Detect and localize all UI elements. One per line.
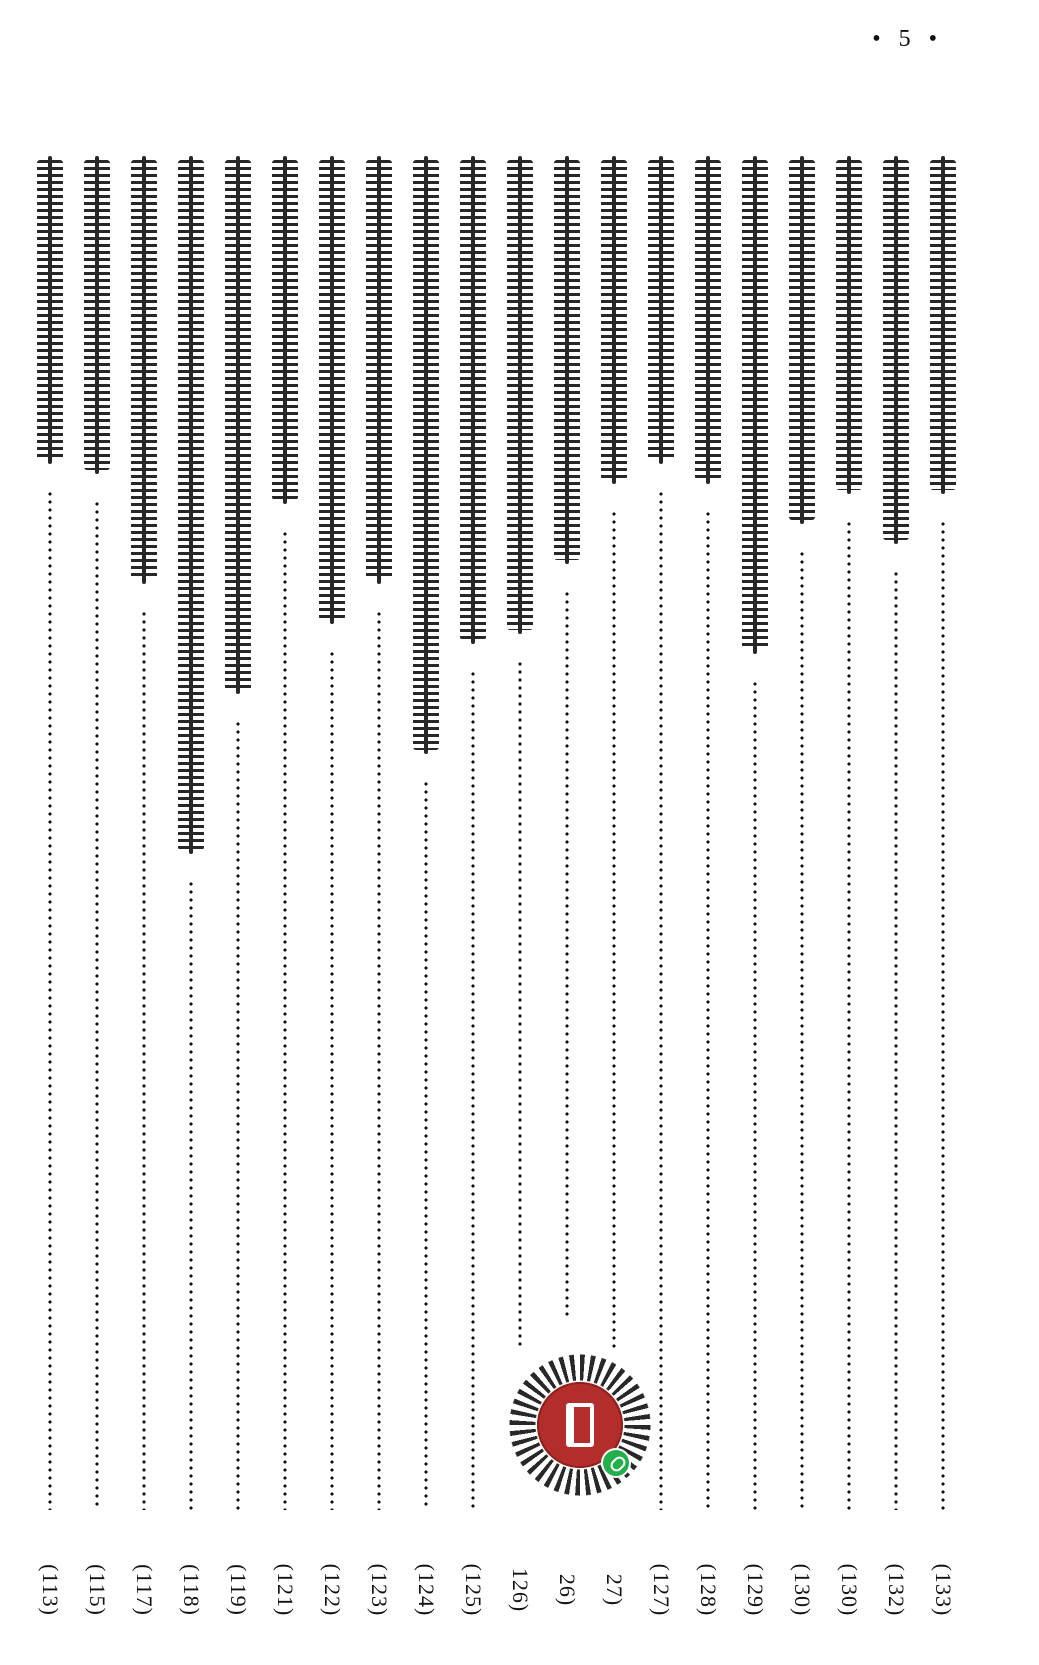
toc-entry	[688, 150, 728, 1650]
entry-page-number	[312, 1530, 352, 1650]
entry-page-number	[876, 1530, 916, 1650]
dot-leader	[471, 670, 475, 1510]
entry-title-script	[178, 160, 204, 850]
entry-title-script	[930, 160, 956, 490]
page-ref: (123)	[367, 1563, 392, 1617]
entry-page-number	[923, 1530, 963, 1650]
toc-entry	[829, 150, 869, 1650]
book-icon	[566, 1403, 594, 1447]
page-ref: 26)	[555, 1573, 580, 1607]
page-ref: (117)	[132, 1564, 157, 1616]
entry-title-script	[37, 160, 63, 460]
entry-title-script	[131, 160, 157, 580]
toc-entry	[359, 150, 399, 1650]
entry-page-number	[359, 1530, 399, 1650]
dot-leader	[518, 660, 522, 1350]
entry-title-script	[836, 160, 862, 490]
toc-entry	[171, 150, 211, 1650]
entry-page-number	[406, 1530, 446, 1650]
entry-page-number	[594, 1530, 634, 1650]
entry-page-number	[641, 1530, 681, 1650]
page-ref: (125)	[461, 1563, 486, 1617]
entry-page-number	[124, 1530, 164, 1650]
toc-entry	[453, 150, 493, 1650]
link-icon	[601, 1448, 631, 1478]
toc-entry	[312, 150, 352, 1650]
page-ref: (118)	[179, 1564, 204, 1616]
entry-title-script	[789, 160, 815, 520]
page-ref: 27)	[602, 1573, 627, 1607]
entry-page-number	[265, 1530, 305, 1650]
page-ref: (115)	[85, 1564, 110, 1616]
entry-title-script	[601, 160, 627, 480]
dot-leader	[894, 570, 898, 1510]
toc-entry	[77, 150, 117, 1650]
entry-page-number	[218, 1530, 258, 1650]
page-ref: (128)	[696, 1563, 721, 1617]
entry-page-number	[735, 1530, 775, 1650]
toc-entry	[923, 150, 963, 1650]
entry-title-script	[366, 160, 392, 580]
entry-page-number	[453, 1530, 493, 1650]
entry-title-script	[742, 160, 768, 650]
page-ref: (127)	[649, 1563, 674, 1617]
entry-title-script	[648, 160, 674, 460]
page-ref: (113)	[38, 1564, 63, 1616]
dot-leader	[424, 780, 428, 1510]
page-ref: (124)	[414, 1563, 439, 1617]
entry-title-script	[413, 160, 439, 750]
entry-title-script	[695, 160, 721, 480]
dot-leader	[847, 520, 851, 1510]
dot-leader	[142, 610, 146, 1510]
entry-title-script	[319, 160, 345, 620]
dot-leader	[95, 500, 99, 1510]
toc-entry	[876, 150, 916, 1650]
dot-leader	[800, 550, 804, 1510]
page-ref: 126)	[508, 1567, 533, 1613]
toc-entry	[30, 150, 70, 1650]
entry-page-number	[500, 1530, 540, 1650]
entry-title-script	[272, 160, 298, 500]
dot-leader	[48, 490, 52, 1510]
page-ref: (133)	[931, 1563, 956, 1617]
dot-leader	[941, 520, 945, 1510]
entry-title-script	[507, 160, 533, 630]
dot-leader	[659, 490, 663, 1510]
toc-entry	[782, 150, 822, 1650]
page-ref: (129)	[743, 1563, 768, 1617]
dot-leader	[377, 610, 381, 1510]
page-ref: (122)	[320, 1563, 345, 1617]
toc-entry	[124, 150, 164, 1650]
entry-page-number	[829, 1530, 869, 1650]
toc-entry	[218, 150, 258, 1650]
entry-page-number	[547, 1530, 587, 1650]
toc-entry	[735, 150, 775, 1650]
dot-leader	[753, 680, 757, 1510]
entry-title-script	[460, 160, 486, 640]
entry-title-script	[84, 160, 110, 470]
dot-leader	[706, 510, 710, 1510]
page-number: • 5 •	[872, 26, 943, 52]
entry-title-script	[554, 160, 580, 560]
page-ref: (132)	[884, 1563, 909, 1617]
toc-entry	[265, 150, 305, 1650]
dot-leader	[330, 650, 334, 1510]
page-ref: (130)	[790, 1563, 815, 1617]
dot-leader	[189, 880, 193, 1510]
mini-program-qr-code[interactable]	[505, 1350, 655, 1500]
dot-leader	[565, 590, 569, 1320]
page-ref: (119)	[226, 1564, 251, 1616]
page-ref: (130)	[837, 1563, 862, 1617]
entry-page-number	[171, 1530, 211, 1650]
entry-title-script	[225, 160, 251, 690]
dot-leader	[236, 720, 240, 1510]
dot-leader	[612, 510, 616, 1350]
entry-title-script	[883, 160, 909, 540]
dot-leader	[283, 530, 287, 1510]
entry-page-number	[30, 1530, 70, 1650]
entry-page-number	[782, 1530, 822, 1650]
toc-entry	[406, 150, 446, 1650]
entry-page-number	[77, 1530, 117, 1650]
page-ref: (121)	[273, 1563, 298, 1617]
entry-page-number	[688, 1530, 728, 1650]
